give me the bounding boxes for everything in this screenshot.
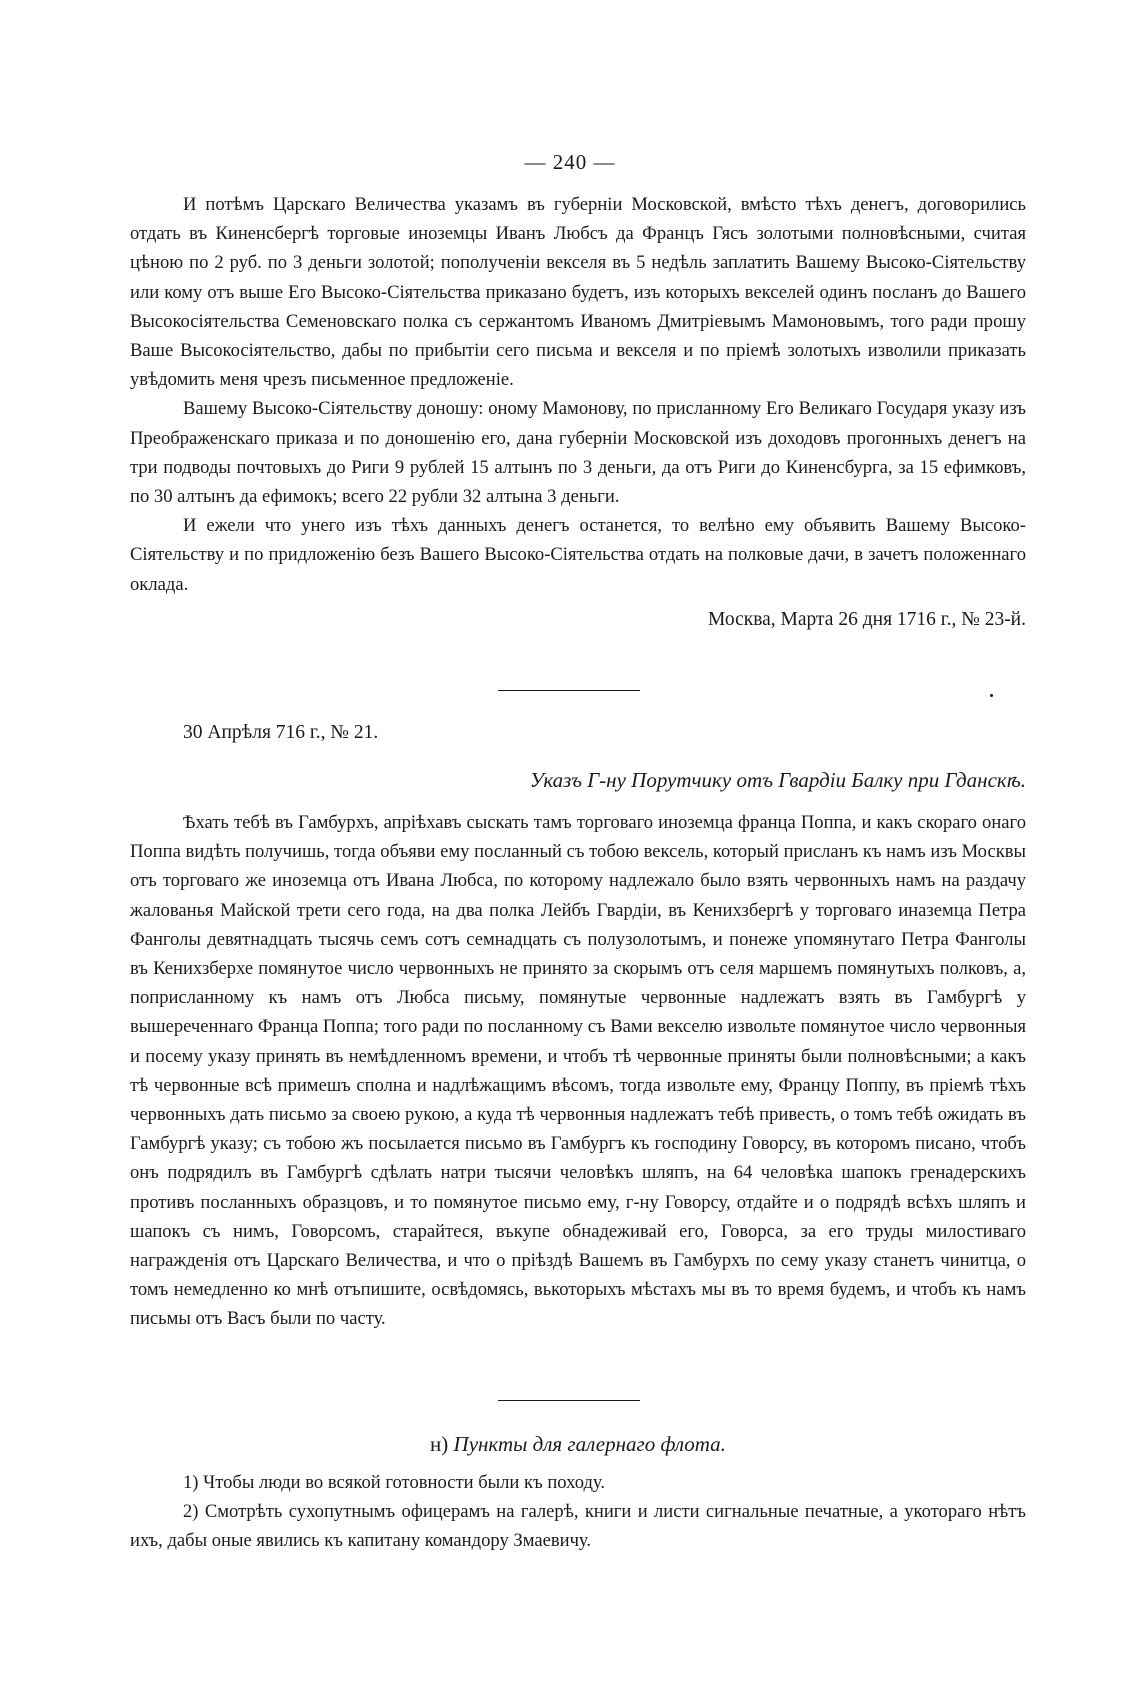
paragraph: Вашему Высоко-Сіятельству доношу: оному Мамонову, по присланному Его Великаго Государя указу изъ Преображенскаго приказа и по доношенію его, дана губерніи Московской изъ доходовъ прогонныхъ денегъ на три подводы почтовыхъ до Риги 9 рублей 15 алтынъ по 3 деньги, да отъ Риги до Киненсбурга, за 15 ефимковъ, по 30 алтынъ да ефимокъ; всего 22 рубли 32 алтына 3 деньги. <box>130 398 1026 508</box>
paragraph: И потѣмъ Царскаго Величества указамъ въ губерніи Московской, вмѣсто тѣхъ денегъ, договорились отдать въ Киненсбергѣ торговые иноземцы Иванъ Любсъ да Францъ Гясъ золотыми полновѣсными, считая цѣною по 2 руб. по 3 деньги золотой; пополученіи векселя въ 5 недѣль заплатить Вашему Высоко-Сіятельству или кому отъ выше Его Высоко-Сіятельства приказано будетъ, изъ которыхъ векселей одинъ посланъ до Вашего Высокосіятельства Семеновскаго полка съ сержантомъ Иваномъ Дмитріевымъ Мамоновымъ, того ради прошу Ваше Высокосіятельство, дабы по прибытіи сего письма и векселя и по пріемѣ золотыхъ изволили приказать увѣдомить меня чрезъ письменное предложеніе. <box>130 194 1026 391</box>
points-list <box>130 1468 1026 1556</box>
letter-block <box>130 190 1026 634</box>
decree-body: Ѣхать тебѣ въ Гамбурхъ, апріѣхавъ сыскать тамъ торговаго иноземца франца Поппа, и какъ скораго онаго Поппа видѣть получишь, тогда объяви ему посланный съ тобою вексель, который присланъ къ намъ изъ Москвы отъ торговаго же иноземца отъ Ивана Любса, по которому надлежало было взять червонныхъ намъ на раздачу жалованья Майской трети сего года, на два полка Лейбъ Гвардіи, въ Кенихзбергѣ у торговаго иназемца Петра Фанголы девятнадцать тысячь семъ сотъ семнадцать съ полузолотымъ, и понеже упомянутаго Петра Фанголы въ Кенихзберхе помянутое число червонныхъ не принято за скорымъ отъ селя маршемъ помянутыхъ полковъ, а, поприсланному къ намъ отъ Любса письму, помянутые червонные надлежатъ взять въ Гамбургѣ у вышереченнаго Франца Поппа; того ради по посланному съ Вами векселю извольте помянутое число червонныя и посему указу принять въ немѣдленномъ времени, и чтобъ тѣ червонные приняты были полновѣсными; а какъ тѣ червонные всѣ примешъ сполна и надлѣжащимъ вѣсомъ, тогда извольте ему, Францу Поппу, въ пріемѣ тѣхъ червонныхъ дать письмо за своею рукою, а куда тѣ червонныя надлежатъ тебѣ привесть, о томъ тебѣ ожидать въ Гамбургѣ указу; съ тобою жъ посылается письмо въ Гамбургъ къ господину Говорсу, въ которомъ писано, чтобъ онъ подрядилъ въ Гамбургѣ сдѣлать натри тысячи человѣкъ шляпъ, на 64 человѣка шапокъ гренадерскихъ противъ посланныхъ образцовъ, и то помянутое письмо ему, г-ну Говорсу, отдайте и о подрядѣ всѣхъ шляпъ и шапокъ съ нимъ, Говорсомъ, старайтеся, въкупе обнадеживай его, Говорса, за его труды милостиваго награжденія отъ Царскаго Величества, и что о пріѣздѣ Вашемъ въ Гамбурхъ по сему указу станетъ чинитца, о томъ немедленно ко мнѣ отъпишите, освѣдомясь, вькоторыхъ мѣстахъ мы въ то время будемъ, и чтобъ къ намъ письмы отъ Васъ были по часту. <box>130 812 1026 1330</box>
divider <box>498 690 640 691</box>
signature-line: Москва, Марта 26 дня 1716 г., № 23-й. <box>707 608 1026 630</box>
divider <box>498 1400 640 1401</box>
paragraph: И ежели что унего изъ тѣхъ данныхъ денегъ останется, то велѣно ему объявить Вашему Высоко-Сіятельству и по придложенію безъ Вашего Высоко-Сіятельства отдать на полковые дачи, в зачетъ положеннаго оклада. <box>130 515 1026 595</box>
page-number: — 240 — <box>524 150 616 174</box>
date-line: 30 Апрѣля 716 г., № 21. <box>183 722 379 743</box>
ink-speck <box>990 694 993 697</box>
list-item: 1) Чтобы люди во всякой готовности были къ походу. <box>183 1472 606 1493</box>
list-item: 2) Смотрѣть сухопутнымъ офицерамъ на галерѣ, книги и листи сигнальные печатные, а укотораго нѣтъ ихъ, дабы оные явились къ капитану командору Змаевичу. <box>130 1501 1026 1552</box>
section-letter: н) <box>430 1432 449 1456</box>
section-heading <box>130 1430 1026 1459</box>
decree-heading: Указъ Г-ну Порутчику отъ Гвардіи Балку при Гданскѣ. <box>529 768 1026 792</box>
section-title: Пункты для галернаго флота. <box>453 1432 726 1456</box>
